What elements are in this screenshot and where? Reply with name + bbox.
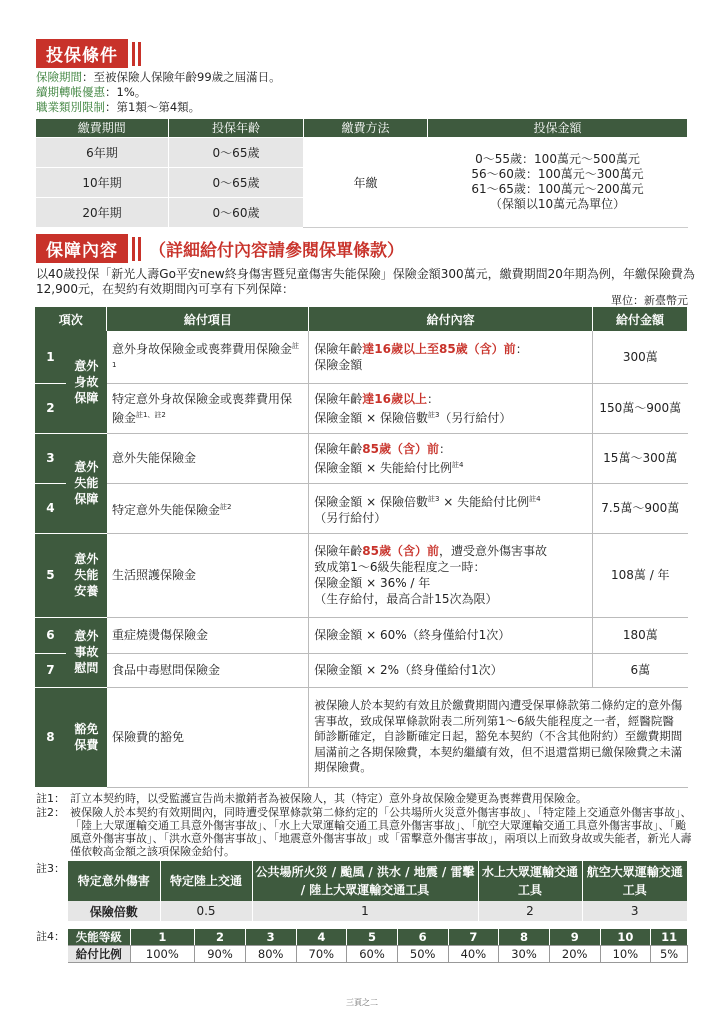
benefit-item: 重症燒燙傷保險金 (107, 617, 309, 653)
cell: 60% (347, 946, 398, 963)
benefit-amount: 150萬～900萬 (593, 383, 688, 433)
benefit-amount: 6萬 (593, 653, 688, 687)
col-header: 航空大眾運輸交通工具 (582, 861, 688, 901)
cell: 10% (600, 946, 651, 963)
note-2: 註2： 被保險人於本契約有效期間內，同時遭受保單條款第二條約定的「公共場所火災意外傷害事故」、「特定陸上交通意外傷害事故」、「陸上大眾運輸交通工具意外傷害事故」、「水上大眾運輸交通工具意外傷害事故」、「航空大眾運輸交通工具意外傷害事故」、「颱風意外傷害事故」、「洪水意外傷害事故」、「地震意外傷害事故」或「雷擊意外傷害事故」，兩項以上而致身故或失能者，新光人壽僅依較高金額之該項保險金給付。 (36, 806, 692, 858)
cell: 6 (397, 929, 448, 946)
category-label: 豁免 保費 (66, 687, 107, 787)
cell: 5% (651, 946, 688, 963)
cell: 9 (549, 929, 600, 946)
cell: 11 (651, 929, 688, 946)
cell: 8 (499, 929, 550, 946)
col-header: 給付金額 (593, 307, 688, 331)
cell: 1 (130, 929, 195, 946)
cell: 5 (347, 929, 398, 946)
row-number: 6 (35, 617, 66, 653)
table-row (35, 433, 688, 483)
col-header: 給付內容 (309, 307, 593, 331)
table-row (35, 653, 688, 687)
benefit-amount: 300萬 (593, 331, 688, 383)
cell: 3 (582, 901, 688, 921)
table-row (68, 929, 688, 946)
cell: 40% (448, 946, 499, 963)
cell: 10年期 (36, 167, 169, 197)
table-row (35, 533, 688, 617)
enrollment-conditions-table (35, 119, 688, 228)
row-label: 失能等級 (68, 929, 130, 946)
table-row (36, 137, 688, 167)
col-header: 投保年齡 (169, 119, 304, 137)
category-label: 意外 事故 慰問 (66, 617, 107, 687)
col-header: 繳費期間 (36, 119, 169, 137)
cell: 90% (195, 946, 246, 963)
benefit-content: 保險金額 × 60%（終身僅給付1次） (309, 617, 593, 653)
category-label: 意外 身故 保障 (66, 331, 107, 433)
benefit-content: 保險年齡85歲（含）前，遭受意外傷害事故 致成第1～6級失能程度之一時： 保險金額 × 36% / 年 （生存給付，最高合計15次為限） (309, 533, 593, 617)
table-row (35, 617, 688, 653)
table-row (35, 483, 688, 533)
row-number: 2 (35, 383, 66, 433)
benefit-amount: 15萬～300萬 (593, 433, 688, 483)
cell: 0.5 (160, 901, 252, 921)
table-row (68, 946, 688, 963)
cell: 100% (130, 946, 195, 963)
cell: 0～60歲 (169, 197, 304, 227)
cell: 4 (296, 929, 347, 946)
benefit-content: 保險金額 × 保險倍數$^{註3}$ × 失能給付比例$^{註4}$ （另行給付） (309, 483, 593, 533)
benefit-amount: 7.5萬～900萬 (593, 483, 688, 533)
col-header: 項次 (35, 307, 107, 331)
row-number: 8 (35, 687, 66, 787)
benefit-item: 意外失能保險金 (107, 433, 309, 483)
benefit-content: 保險年齡85歲（含）前： 保險金額 × 失能給付比例$^{註4}$ (309, 433, 593, 483)
table-row (35, 687, 688, 787)
info-occupation-class: 職業類別限制：第1類～第4類。 (36, 100, 201, 114)
row-number: 5 (35, 533, 66, 617)
intro-text: 以40歲投保「新光人壽Go平安new終身傷害暨兒童傷害失能保險」保險金額300萬元，繳費期間20年期為例，年繳保險費為12,900元，在契約有效期間內可享有下列保障： (36, 267, 695, 296)
table-row (68, 901, 688, 921)
insured-amount-cell: 0～55歲：100萬元～500萬元 56～60歲：100萬元～300萬元 61～65歲：100萬元～200萬元 （保額以10萬元為單位） (428, 137, 688, 227)
row-number: 7 (35, 653, 66, 687)
table-row (35, 383, 688, 433)
section-title: 投保條件 (36, 39, 128, 68)
currency-unit: 單位：新臺幣元 (611, 294, 688, 307)
category-label: 意外 失能 保障 (66, 433, 107, 533)
cell: 50% (397, 946, 448, 963)
col-header: 特定陸上交通 (160, 861, 252, 901)
info-transfer-discount: 續期轉帳優惠：1%。 (36, 85, 147, 99)
col-header: 給付項目 (107, 307, 309, 331)
cell: 0～65歲 (169, 167, 304, 197)
note-1: 註1： 訂立本契約時，以受監護宣告尚未撤銷者為被保險人，其（特定）意外身故保險金變更為喪葬費用保險金。 (36, 792, 587, 805)
disability-ratio-table (68, 929, 688, 963)
col-header: 特定意外傷害 (68, 861, 160, 901)
col-header: 繳費方法 (304, 119, 428, 137)
cell: 6年期 (36, 137, 169, 167)
row-number: 1 (35, 331, 66, 383)
cell: 2 (478, 901, 582, 921)
cell: 0～65歲 (169, 137, 304, 167)
row-number: 4 (35, 483, 66, 533)
benefit-amount: 108萬 / 年 (593, 533, 688, 617)
row-label: 保險倍數 (68, 901, 160, 921)
benefit-amount: 180萬 (593, 617, 688, 653)
benefit-item: 特定意外失能保險金$^{註2}$ (107, 483, 309, 533)
benefit-content: 被保險人於本契約有效且於繳費期間內遭受保單條款第二條約定的意外傷害事故，致成保單條款附表二所列第1～6級失能程度之一者，經醫院醫師診斷確定，自診斷確定日起，豁免本契約（不含其他附約）至繳費期間屆滿前之各期保險費，本契約繼續有效，但不退還當期已繳保險費之未滿期保險費。 (309, 687, 688, 787)
benefit-item: 特定意外身故保險金或喪葬費用保險金$^{註1、註2}$ (107, 383, 309, 433)
cell: 3 (245, 929, 296, 946)
table-row (35, 331, 688, 383)
cell: 70% (296, 946, 347, 963)
col-header: 公共場所火災 / 颱風 / 洪水 / 地震 / 雷擊 / 陸上大眾運輸交通工具 (252, 861, 478, 901)
cell: 80% (245, 946, 296, 963)
category-label: 意外 失能 安養 (66, 533, 107, 617)
benefit-item: 保險費的豁免 (107, 687, 309, 787)
section-header-coverage (36, 234, 404, 263)
cell: 1 (252, 901, 478, 921)
section-header-conditions (36, 39, 145, 68)
payment-method-cell: 年繳 (304, 137, 428, 227)
benefit-item: 意外身故保險金或喪葬費用保險金$^{註1}$ (107, 331, 309, 383)
benefit-content: 保險金額 × 2%（終身僅給付1次） (309, 653, 593, 687)
title-bars-decoration (131, 42, 145, 66)
page-footer: 三頁之二 (346, 998, 378, 1007)
benefit-item: 食品中毒慰問保險金 (107, 653, 309, 687)
cell: 10 (600, 929, 651, 946)
cell: 2 (195, 929, 246, 946)
info-insurance-period: 保險期間：至被保險人保險年齡99歲之屆滿日。 (36, 70, 281, 84)
coverage-table (35, 307, 688, 788)
cell: 20% (549, 946, 600, 963)
row-number: 3 (35, 433, 66, 483)
title-bars-decoration (131, 237, 145, 261)
row-label: 給付比例 (68, 946, 130, 963)
cell: 7 (448, 929, 499, 946)
col-header: 水上大眾運輸交通工具 (478, 861, 582, 901)
benefit-item: 生活照護保險金 (107, 533, 309, 617)
insurance-multiple-table (68, 861, 688, 921)
benefit-content: 保險年齡達16歲以上至85歲（含）前： 保險金額 (309, 331, 593, 383)
col-header: 投保金額 (428, 119, 688, 137)
benefit-content: 保險年齡達16歲以上： 保險金額 × 保險倍數$^{註3}$（另行給付） (309, 383, 593, 433)
page: 投保條件 保險期間：至被保險人保險年齡99歲之屆滿日。 續期轉帳優惠：1%。 職業類別限制：第1類～第4類。 繳費期間 投保年齡 繳費方法 投保金額 6年期 0～65歲 年繳 0～55歲：100萬元～500萬元 56～60歲：100萬元～300萬元 61～65歲：100萬元～200萬元 （保額以10萬元為單位） 10年期 0～65歲 20年期 0～60歲 保障內容 （詳細給付內容請參閱保單條款） 以40歲投保「新光人壽Go平安new終身傷害暨兒童傷害失能保險」保險金額300萬元，繳費期間20年期為例，年繳保險費為12,900元，在契約有效期間內可享有下列保障： 單位：新臺幣元 項次 給付項目 給付內容 給付金額 1 意外 身故 保障 意外身故保險金或喪葬費用保險金$^{註1}$ 保險年齡達16歲以上至85歲（含）前： 保險金額 300萬 2 特定意外身故保險金或喪葬費用保險金$^{註1、註2}$ 保險年齡達16歲以上： 保險金額 × 保險倍數$^{註3}$（另行給付） 150萬～900萬 3 意外 失能 保障 意外失能保險金 保險年齡85歲（含）前： 保險金額 × 失能給付比例$^{註4}$ 15萬～300萬 4 特定意外失能保險金$^{註2}$ 保險金額 × 保險倍數$^{註3}$ × 失能給付比例$^{註4}$ （另行給付） 7.5萬～900萬 5 意外 失能 安養 生活照護保險金 保險年齡85歲（含）前，遭受意外傷害事故 致成第1～6級失能程度之一時： 保險金額 × 36% / 年 （生存給付，最高合計15次為限） 108萬 / 年 6 意外 事故 慰問 重症燒燙傷保險金 保險金額 × 60%（終身僅給付1次） 180萬 7 食品中毒慰問保險金 保險金額 × 2%（終身僅給付1次） 6萬 8 豁免 保費 保險費的豁免 被保險人於本契約有效且於繳費期間內遭受保單條款第二條約定的意外傷害事故，致成保單條款附表二所列第1～6級失能程度之一者，經醫院醫師診斷確定，自診斷確定日起，豁免本契約（不含其他附約）至繳費期間屆滿前之各期保險費，本契約繼續有效，但不退還當期已繳保險費之未滿期保險費。 註1： 訂立本契約時，以受監護宣告尚未撤銷者為被保險人，其（特定）意外身故保險金變更為喪葬費用保險金。 註2： 被保險人於本契約有效期間內，同時遭受保單條款第二條約定的「公共場所火災意外傷害事故」、「特定陸上交通意外傷害事故」、「陸上大眾運輸交通工具意外傷害事故」、「水上大眾運輸交通工具意外傷害事故」、「航空大眾運輸交通工具意外傷害事故」、「颱風意外傷害事故」、「洪水意外傷害事故」、「地震意外傷害事故」或「雷擊意外傷害事故」，兩項以上而致身故或失能者，新光人壽僅依較高金額之該項保險金給付。 註3： 特定意外傷害 特定陸上交通 公共場所火災 / 颱風 / 洪水 / 地震 / 雷擊 / 陸上大眾運輸交通工具 水上大眾運輸交通工具 航空大眾運輸交通工具 保險倍數 0.5 1 2 3 註4： 失能等級 1 2 3 4 5 6 7 8 9 10 11 給付比例 100% 90% 80% 70% 60% 50% 40% 30% 20% 10% 5% 三頁之二 (0, 0, 724, 1024)
cell: 30% (499, 946, 550, 963)
cell: 20年期 (36, 197, 169, 227)
section-subtitle: （詳細給付內容請參閱保單條款） (149, 241, 404, 261)
section-title: 保障內容 (36, 234, 128, 263)
